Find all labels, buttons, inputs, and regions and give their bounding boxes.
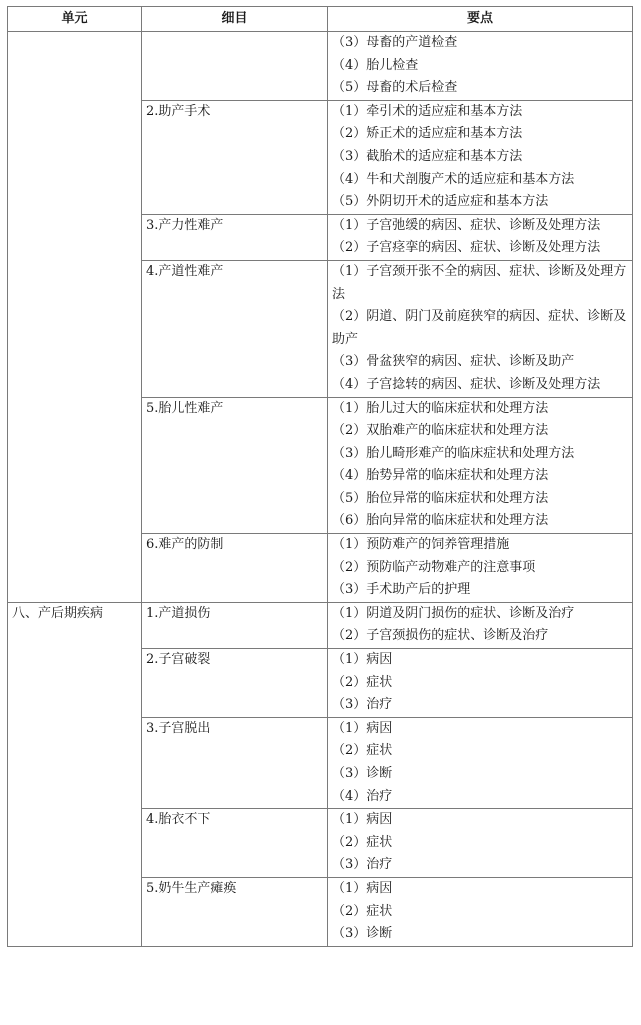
point-item: （1）病因: [332, 812, 393, 828]
point-item: （1）病因: [332, 880, 393, 896]
point-item: （1）牵引术的适应症和基本方法: [332, 103, 523, 119]
point-item: （3）手术助产后的护理: [332, 582, 471, 598]
point-item: （2）症状: [332, 674, 393, 690]
header-detail: 细目: [142, 7, 328, 32]
point-item: （4）子宫捻转的病因、症状、诊断及处理方法: [332, 376, 601, 392]
points-cell: [328, 100, 633, 214]
detail-cell: 4.胎衣不下: [142, 809, 328, 878]
point-item: （3）治疗: [332, 857, 393, 873]
header-points: 要点: [328, 7, 633, 32]
point-item: （6）胎向异常的临床症状和处理方法: [332, 513, 549, 529]
point-item: （4）牛和犬剖腹产术的适应症和基本方法: [332, 171, 575, 187]
point-item: （3）骨盆狭窄的病因、症状、诊断及助产: [332, 354, 575, 370]
points-cell: [328, 397, 633, 534]
unit-cell: [8, 32, 142, 603]
points-cell: [328, 809, 633, 878]
point-item: （3）截胎术的适应症和基本方法: [332, 148, 523, 164]
point-item: （1）阴道及阴门损伤的症状、诊断及治疗: [332, 605, 575, 621]
detail-cell: 2.助产手术: [142, 100, 328, 214]
point-item: （1）病因: [332, 652, 393, 668]
points-cell: [328, 534, 633, 603]
points-cell: [328, 260, 633, 397]
point-item: （1）预防难产的饲养管理措施: [332, 537, 510, 553]
points-cell: [328, 649, 633, 718]
points-cell: [328, 32, 633, 101]
detail-cell: [142, 32, 328, 101]
detail-cell: 5.奶牛生产瘫痪: [142, 877, 328, 946]
detail-cell: 4.产道性难产: [142, 260, 328, 397]
point-item: （2）症状: [332, 834, 393, 850]
point-item: （4）治疗: [332, 788, 393, 804]
table-header-row: [8, 7, 633, 32]
detail-cell: 1.产道损伤: [142, 602, 328, 648]
point-item: （2）阴道、阴门及前庭狭窄的病因、症状、诊断及助产: [332, 309, 627, 347]
point-item: （2）矫正术的适应症和基本方法: [332, 126, 523, 142]
points-cell: [328, 214, 633, 260]
detail-cell: 3.子宫脱出: [142, 717, 328, 808]
header-unit: 单元: [8, 7, 142, 32]
point-item: （3）诊断: [332, 926, 393, 942]
point-item: （2）预防临产动物难产的注意事项: [332, 559, 536, 575]
points-cell: [328, 877, 633, 946]
detail-cell: 5.胎儿性难产: [142, 397, 328, 534]
table-row: [8, 602, 633, 648]
points-cell: [328, 717, 633, 808]
detail-cell: 2.子宫破裂: [142, 649, 328, 718]
point-item: （3）诊断: [332, 766, 393, 781]
point-item: （4）胎儿检查: [332, 57, 419, 73]
point-item: （1）子宫颈开张不全的病因、症状、诊断及处理方法: [332, 263, 627, 302]
detail-cell: 3.产力性难产: [142, 214, 328, 260]
point-item: （2）症状: [332, 903, 393, 919]
detail-cell: 6.难产的防制: [142, 534, 328, 603]
point-item: （1）病因: [332, 720, 393, 736]
point-item: （1）子宫弛缓的病因、症状、诊断及处理方法: [332, 217, 601, 233]
point-item: （5）外阴切开术的适应症和基本方法: [332, 194, 549, 210]
table-row: [8, 32, 633, 101]
point-item: （2）双胎难产的临床症状和处理方法: [332, 423, 549, 439]
point-item: （5）胎位异常的临床症状和处理方法: [332, 490, 549, 506]
point-item: （2）子宫颈损伤的症状、诊断及治疗: [332, 628, 549, 644]
point-item: （3）母畜的产道检查: [332, 35, 458, 50]
point-item: （3）胎儿畸形难产的临床症状和处理方法: [332, 445, 575, 461]
point-item: （1）胎儿过大的临床症状和处理方法: [332, 400, 549, 416]
syllabus-table: [7, 6, 633, 947]
point-item: （5）母畜的术后检查: [332, 80, 458, 96]
unit-cell: 八、产后期疾病: [8, 602, 142, 946]
point-item: （2）子宫痉挛的病因、症状、诊断及处理方法: [332, 240, 601, 256]
points-cell: [328, 602, 633, 648]
point-item: （4）胎势异常的临床症状和处理方法: [332, 468, 549, 484]
point-item: （2）症状: [332, 743, 393, 759]
point-item: （3）治疗: [332, 697, 393, 713]
